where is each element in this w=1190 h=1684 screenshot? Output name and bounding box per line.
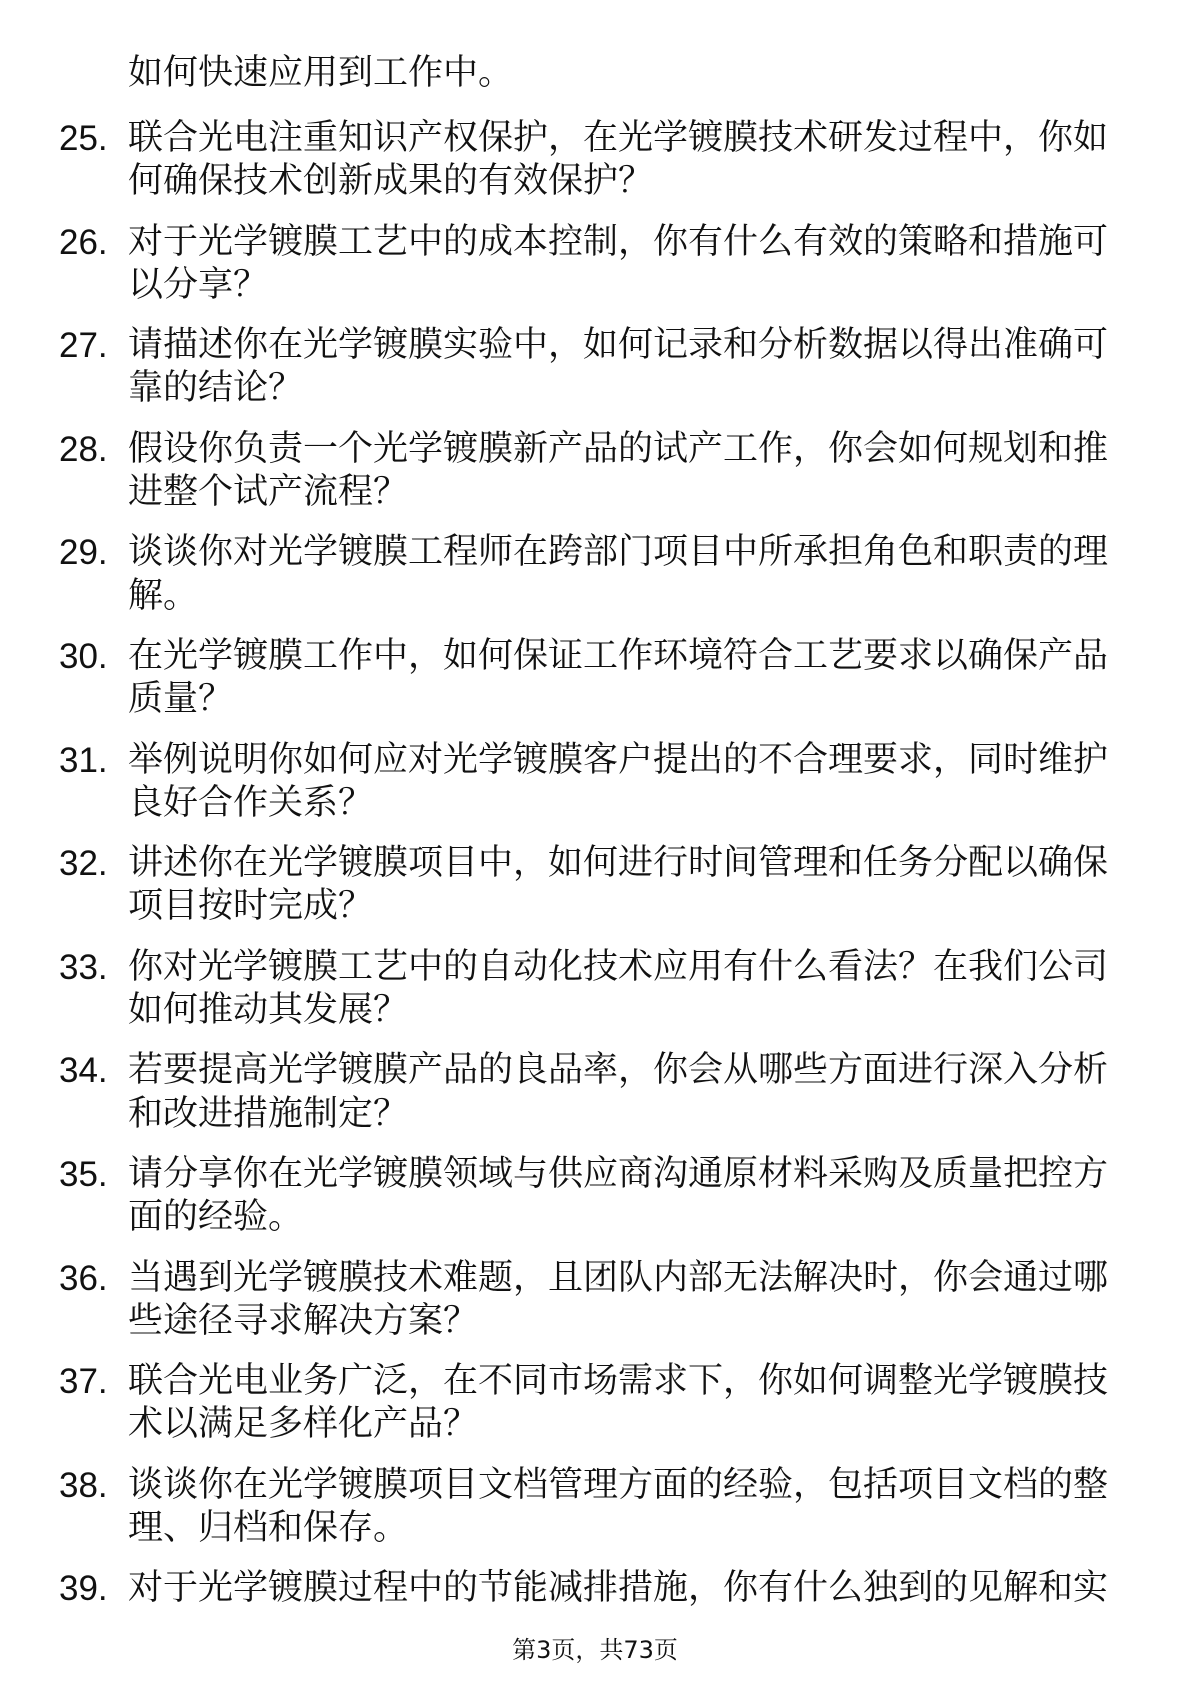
question-text-line: 请分享你在光学镀膜领域与供应商沟通原材料采购及质量把控方: [128, 1153, 1109, 1194]
question-text-line: 在光学镀膜工作中，如何保证工作环境符合工艺要求以确保产品: [128, 635, 1109, 676]
question-text-line: 当遇到光学镀膜技术难题，且团队内部无法解决时，你会通过哪: [128, 1257, 1109, 1298]
question-text: [128, 1257, 1108, 1344]
question-text: [128, 531, 1108, 618]
question-item-39: [0, 1567, 1190, 1610]
question-number: 37.: [59, 1362, 108, 1402]
question-item-30: [0, 635, 1190, 722]
question-item-38: [0, 1464, 1190, 1551]
question-text-line: 你对光学镀膜工艺中的自动化技术应用有什么看法？在我们公司: [128, 946, 1109, 987]
question-number: 32.: [59, 844, 108, 884]
question-text: [128, 842, 1108, 929]
question-item-26: [0, 221, 1190, 308]
question-number: 27.: [59, 326, 108, 366]
question-number: 30.: [59, 636, 108, 676]
question-item-37: [0, 1360, 1190, 1447]
question-text-line: 良好合作关系？: [128, 782, 374, 823]
question-text-line: 联合光电业务广泛，在不同市场需求下，你如何调整光学镀膜技: [128, 1361, 1109, 1402]
question-item-29: [0, 531, 1190, 618]
question-number: 26.: [59, 222, 108, 262]
question-text: [128, 635, 1108, 722]
question-text-line: 何确保技术创新成果的有效保护？: [128, 161, 654, 202]
question-text-line: 解。: [128, 575, 199, 616]
question-text: [128, 221, 1108, 308]
question-text-line: 项目按时完成？: [128, 886, 374, 927]
question-text: [128, 1360, 1108, 1447]
question-number: 25.: [59, 119, 108, 158]
question-number: 38.: [59, 1465, 108, 1505]
question-number: 35.: [59, 1154, 108, 1194]
question-text: [128, 324, 1108, 411]
question-number: 39.: [59, 1569, 108, 1609]
question-number: 36.: [59, 1258, 108, 1298]
question-text: [128, 1153, 1108, 1240]
question-text-line: 若要提高光学镀膜产品的良品率，你会从哪些方面进行深入分析: [128, 1050, 1109, 1091]
question-item-32: [0, 842, 1190, 929]
question-number: 31.: [59, 740, 108, 780]
question-text-line: 理、归档和保存。: [128, 1508, 409, 1549]
question-text-line: 质量？: [128, 679, 234, 720]
question-item-31: [0, 739, 1190, 826]
question-text-line: 以分享？: [128, 264, 269, 305]
question-text: [128, 1049, 1108, 1136]
question-text-line: 对于光学镀膜过程中的节能减排措施，你有什么独到的见解和实: [128, 1568, 1109, 1609]
question-text-line: 谈谈你在光学镀膜项目文档管理方面的经验，包括项目文档的整: [128, 1464, 1109, 1505]
question-item-25: [0, 117, 1190, 204]
continued-question-text: 如何快速应用到工作中。: [128, 53, 514, 93]
question-text: [128, 1567, 1108, 1610]
question-number: 28.: [59, 429, 108, 469]
question-text-line: 术以满足多样化产品？: [128, 1404, 479, 1445]
question-text-line: 谈谈你对光学镀膜工程师在跨部门项目中所承担角色和职责的理: [128, 532, 1109, 573]
question-number: 33.: [59, 947, 108, 987]
question-text: [128, 117, 1108, 204]
question-item-34: [0, 1049, 1190, 1136]
question-item-28: [0, 428, 1190, 515]
question-text: [128, 739, 1108, 826]
question-text-line: 些途径寻求解决方案？: [128, 1300, 479, 1341]
question-text-line: 如何推动其发展？: [128, 990, 409, 1031]
question-text-line: 对于光学镀膜工艺中的成本控制，你有什么有效的策略和措施可: [128, 221, 1109, 262]
question-text-line: 和改进措施制定？: [128, 1093, 409, 1134]
question-text-line: 举例说明你如何应对光学镀膜客户提出的不合理要求，同时维护: [128, 739, 1109, 780]
page-number-footer: 第3页，共73页: [512, 1636, 678, 1664]
question-text: [128, 946, 1108, 1033]
question-text: [128, 428, 1108, 515]
question-number: 34.: [59, 1051, 108, 1091]
question-item-35: [0, 1153, 1190, 1240]
question-text: [128, 1464, 1108, 1551]
question-text-line: 面的经验。: [128, 1197, 304, 1238]
question-text-line: 联合光电注重知识产权保护，在光学镀膜技术研发过程中，你如: [128, 118, 1109, 158]
question-text-line: 进整个试产流程？: [128, 472, 409, 513]
question-item-33: [0, 946, 1190, 1033]
question-list: [0, 117, 1190, 1611]
question-text-line: 假设你负责一个光学镀膜新产品的试产工作，你会如何规划和推: [128, 428, 1109, 469]
question-text-line: 请描述你在光学镀膜实验中，如何记录和分析数据以得出准确可: [128, 325, 1109, 366]
question-text-line: 靠的结论？: [128, 368, 304, 409]
question-item-36: [0, 1257, 1190, 1344]
question-item-27: [0, 324, 1190, 411]
question-number: 29.: [59, 533, 108, 573]
question-text-line: 讲述你在光学镀膜项目中，如何进行时间管理和任务分配以确保: [128, 843, 1109, 884]
